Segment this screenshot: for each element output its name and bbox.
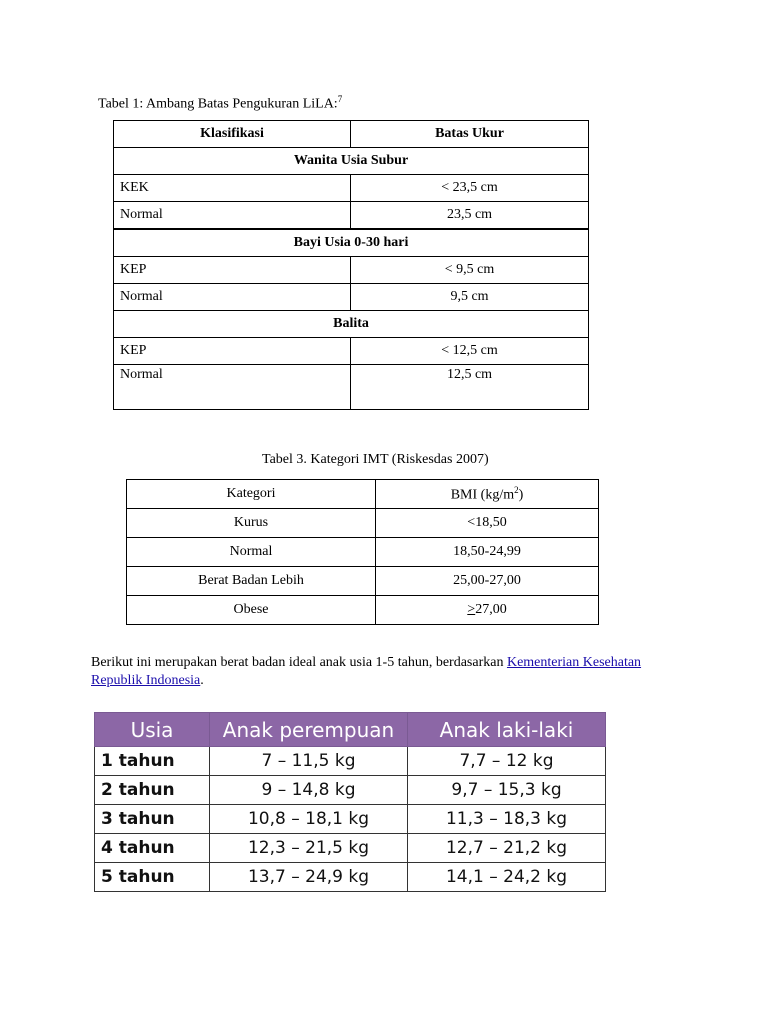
kemenkes-link[interactable]: Kementerian Kesehatan Republik Indonesia (91, 655, 642, 688)
table1-caption (98, 94, 342, 113)
weight-cell-boy: 12,7 – 21,2 kg (408, 834, 606, 863)
weight-cell-girl: 7 – 11,5 kg (210, 747, 408, 776)
table3-row (127, 596, 599, 625)
table3-cell-category: Kurus (127, 509, 376, 538)
weight-cell-girl: 9 – 14,8 kg (210, 776, 408, 805)
table1-header-batas-ukur: Batas Ukur (351, 121, 589, 148)
intro-paragraph-text: Berikut ini merupakan berat badan ideal anak usia 1-5 tahun, berdasarkan (91, 655, 507, 670)
table1-section-title: Balita (114, 311, 589, 338)
intro-paragraph-end: . (200, 673, 204, 688)
table1-header-row (114, 121, 589, 148)
table1-row (114, 175, 589, 202)
table3-cell-category: Normal (127, 538, 376, 567)
weight-table-row (95, 776, 606, 805)
weight-table (94, 712, 606, 892)
table1-cell-value: 9,5 cm (351, 284, 589, 311)
weight-cell-girl: 13,7 – 24,9 kg (210, 863, 408, 892)
weight-header-usia: Usia (95, 713, 210, 747)
table1-cell-class: KEP (114, 338, 351, 365)
weight-cell-boy: 9,7 – 15,3 kg (408, 776, 606, 805)
weight-header-perempuan: Anak perempuan (210, 713, 408, 747)
weight-table-header-row (95, 713, 606, 747)
table1-section-row (114, 311, 589, 338)
table1-row (114, 365, 589, 410)
table3-header-row (127, 480, 599, 509)
table3-imt (126, 479, 599, 625)
weight-cell-girl: 12,3 – 21,5 kg (210, 834, 408, 863)
table1-section-row (114, 148, 589, 175)
table1-cell-value: < 23,5 cm (351, 175, 589, 202)
table1-cell-class: Normal (114, 284, 351, 311)
table3-header-bmi-sup: 2 (514, 484, 519, 495)
table3-row (127, 567, 599, 596)
table1-row (114, 202, 589, 230)
table1-cell-class: Normal (114, 365, 351, 410)
table1-caption-sup: 7 (337, 94, 343, 104)
table1-header-klasifikasi: Klasifikasi (114, 121, 351, 148)
table3-header-bmi-text: BMI (kg/m (450, 487, 515, 503)
weight-table-row (95, 863, 606, 892)
table3-cell-category: Obese (127, 596, 376, 625)
weight-cell-age: 2 tahun (95, 776, 210, 805)
table1-lila (113, 120, 589, 410)
weight-cell-boy: 14,1 – 24,2 kg (408, 863, 606, 892)
table1-cell-value: 12,5 cm (351, 365, 589, 410)
weight-cell-boy: 11,3 – 18,3 kg (408, 805, 606, 834)
table1-cell-class: Normal (114, 202, 351, 230)
table1-cell-value: 23,5 cm (351, 202, 589, 230)
weight-table-row (95, 747, 606, 776)
table3-row (127, 509, 599, 538)
table3-cell-bmi-symbol: > (467, 602, 476, 617)
table1-section-title: Bayi Usia 0-30 hari (114, 229, 589, 257)
weight-cell-age: 1 tahun (95, 747, 210, 776)
table3-cell-category: Berat Badan Lebih (127, 567, 376, 596)
table1-caption-text: Tabel 1: Ambang Batas Pengukuran LiLA: (98, 96, 338, 112)
table3-cell-bmi (376, 596, 599, 625)
table1-cell-class: KEK (114, 175, 351, 202)
table1-section-row (114, 229, 589, 257)
weight-table-row (95, 834, 606, 863)
table3-cell-bmi-value: 27,00 (475, 602, 507, 617)
table3-caption: Tabel 3. Kategori IMT (Riskesdas 2007) (262, 452, 489, 467)
weight-cell-age: 5 tahun (95, 863, 210, 892)
table1-row (114, 257, 589, 284)
table1-cell-value: < 9,5 cm (351, 257, 589, 284)
weight-cell-age: 4 tahun (95, 834, 210, 863)
table3-row (127, 538, 599, 567)
table1-section-title: Wanita Usia Subur (114, 148, 589, 175)
table1-row (114, 338, 589, 365)
table3-header-bmi-close: ) (518, 487, 524, 503)
table3-header-bmi (376, 480, 599, 509)
weight-header-laki-laki: Anak laki-laki (408, 713, 606, 747)
table3-cell-bmi: 25,00-27,00 (376, 567, 599, 596)
weight-table-row (95, 805, 606, 834)
table1-row (114, 284, 589, 311)
table1-cell-value: < 12,5 cm (351, 338, 589, 365)
weight-cell-age: 3 tahun (95, 805, 210, 834)
table1-cell-class: KEP (114, 257, 351, 284)
weight-cell-girl: 10,8 – 18,1 kg (210, 805, 408, 834)
intro-paragraph (91, 654, 651, 690)
weight-cell-boy: 7,7 – 12 kg (408, 747, 606, 776)
table3-cell-bmi: <18,50 (376, 509, 599, 538)
table3-cell-bmi: 18,50-24,99 (376, 538, 599, 567)
table3-header-kategori: Kategori (127, 480, 376, 509)
